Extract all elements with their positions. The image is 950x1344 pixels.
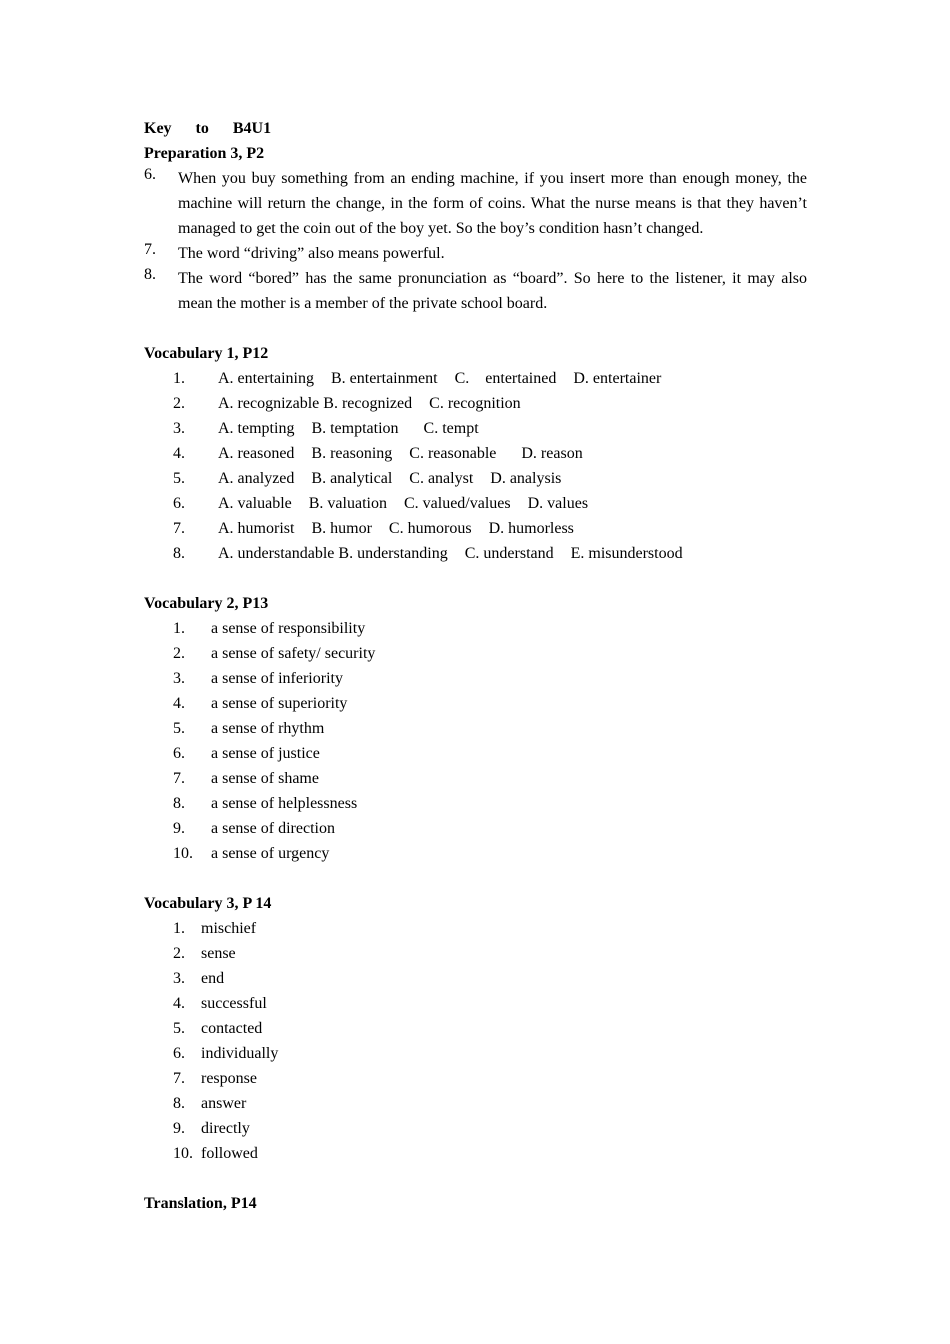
item-number: 3. [173, 970, 185, 987]
option: B. analytical [311, 470, 393, 487]
option: D. analysis [490, 470, 562, 487]
item-text: successful [201, 995, 267, 1012]
option: E. misunderstood [570, 545, 683, 562]
section-heading-preparation: Preparation 3, P2 [144, 145, 265, 162]
item-text: a sense of direction [211, 820, 335, 837]
list-item [144, 1066, 807, 1091]
option: A. entertaining [218, 370, 314, 387]
item-number: 1. [173, 620, 185, 637]
item-number: 7. [173, 1070, 185, 1087]
item-number: 9. [173, 1120, 185, 1137]
list-item [144, 691, 807, 716]
item-number: 3. [173, 670, 185, 687]
list-item [144, 941, 807, 966]
section-heading-vocabulary-1: Vocabulary 1, P12 [144, 345, 269, 362]
title-word: to [195, 120, 209, 137]
item-text: a sense of responsibility [211, 620, 366, 637]
item-text: When you buy something from an ending machine, if you insert more than enough money, the machine will return the change, in the form of coins. What the nurse means is that they haven’t managed to get the coin out of the boy yet. So the boy’s condition hasn’t changed. [178, 170, 807, 237]
option: A. understandable B. understanding [218, 545, 448, 562]
option: C. tempt [415, 420, 479, 437]
item-options [218, 516, 591, 541]
item-number: 5. [173, 470, 185, 487]
option: A. humorist [218, 520, 295, 537]
option: B. humor [311, 520, 372, 537]
item-number: 10. [173, 1145, 193, 1162]
item-text: contacted [201, 1020, 263, 1037]
list-item [144, 391, 807, 416]
list-item [144, 366, 807, 391]
item-text: end [201, 970, 225, 987]
list-item [144, 991, 807, 1016]
item-text: a sense of superiority [211, 695, 348, 712]
document-page [144, 116, 807, 1216]
item-number: 8. [173, 795, 185, 812]
section-heading-vocabulary-2: Vocabulary 2, P13 [144, 595, 269, 612]
list-item [144, 241, 807, 266]
item-number: 1. [173, 370, 185, 387]
list-item [144, 791, 807, 816]
list-item [144, 491, 807, 516]
list-item [144, 1116, 807, 1141]
item-text: individually [201, 1045, 279, 1062]
item-number: 3. [173, 420, 185, 437]
option: A. recognizable B. recognized [218, 395, 413, 412]
item-text: a sense of safety/ security [211, 645, 376, 662]
list-item [144, 666, 807, 691]
list-item [144, 966, 807, 991]
option: C. entertained [454, 370, 557, 387]
item-number: 6. [144, 166, 156, 183]
option: A. reasoned [218, 445, 295, 462]
vocabulary-2-list [144, 616, 807, 866]
item-text: response [201, 1070, 257, 1087]
item-options [218, 366, 678, 391]
item-number: 6. [173, 1045, 185, 1062]
list-item [144, 616, 807, 641]
section-heading-translation: Translation, P14 [144, 1195, 257, 1212]
item-text: a sense of inferiority [211, 670, 343, 687]
item-number: 2. [173, 645, 185, 662]
list-item [144, 1041, 807, 1066]
list-item [144, 1091, 807, 1116]
list-item [144, 1141, 807, 1166]
title-word: B4U1 [232, 120, 272, 137]
item-number: 8. [173, 545, 185, 562]
title-word: Key [144, 120, 172, 137]
option: A. tempting [218, 420, 295, 437]
list-item [144, 541, 807, 566]
item-number: 1. [173, 920, 185, 937]
item-number: 6. [173, 745, 185, 762]
item-number: 4. [173, 695, 185, 712]
item-text: directly [201, 1120, 250, 1137]
item-number: 7. [173, 770, 185, 787]
item-number: 7. [144, 241, 156, 258]
option: B. temptation [311, 420, 399, 437]
item-options [218, 416, 496, 441]
option: C. humorous [388, 520, 472, 537]
item-number: 8. [144, 266, 156, 283]
item-text: mischief [201, 920, 257, 937]
list-item [144, 441, 807, 466]
item-text: followed [201, 1145, 258, 1162]
item-number: 6. [173, 495, 185, 512]
item-options [218, 466, 578, 491]
item-number: 5. [173, 720, 185, 737]
option: C. recognition [429, 395, 521, 412]
list-item [144, 266, 807, 316]
list-item [144, 1016, 807, 1041]
item-text: answer [201, 1095, 247, 1112]
option: D. entertainer [573, 370, 662, 387]
list-item [144, 716, 807, 741]
section-heading-vocabulary-3: Vocabulary 3, P 14 [144, 895, 272, 912]
option: B. entertainment [330, 370, 438, 387]
option: A. analyzed [218, 470, 295, 487]
item-text: a sense of helplessness [211, 795, 358, 812]
item-text: a sense of urgency [211, 845, 330, 862]
item-text: The word “bored” has the same pronunciation as “board”. So here to the listener, it may also mean the mother is a member of the private school board. [178, 270, 807, 312]
option: D. humorless [488, 520, 574, 537]
option: C. valued/values [403, 495, 511, 512]
item-number: 10. [173, 845, 193, 862]
list-item [144, 641, 807, 666]
item-text: a sense of rhythm [211, 720, 325, 737]
option: C. reasonable [409, 445, 497, 462]
list-item [144, 741, 807, 766]
list-item [144, 516, 807, 541]
item-text: The word “driving” also means powerful. [178, 245, 445, 262]
document-title [144, 116, 807, 141]
option: B. reasoning [311, 445, 393, 462]
list-item [144, 466, 807, 491]
item-text: a sense of shame [211, 770, 319, 787]
item-options [218, 441, 600, 466]
list-item [144, 916, 807, 941]
item-number: 8. [173, 1095, 185, 1112]
option: C. analyst [409, 470, 474, 487]
option: D. reason [513, 445, 583, 462]
list-item [144, 841, 807, 866]
item-text: a sense of justice [211, 745, 320, 762]
list-item [144, 816, 807, 841]
item-options [218, 391, 538, 416]
list-item [144, 166, 807, 241]
item-number: 5. [173, 1020, 185, 1037]
vocabulary-1-list [144, 366, 807, 566]
option: C. understand [464, 545, 554, 562]
item-number: 7. [173, 520, 185, 537]
item-number: 2. [173, 395, 185, 412]
item-number: 2. [173, 945, 185, 962]
item-text: sense [201, 945, 236, 962]
option: A. valuable [218, 495, 292, 512]
option: B. valuation [308, 495, 387, 512]
item-number: 4. [173, 995, 185, 1012]
list-item [144, 416, 807, 441]
item-number: 4. [173, 445, 185, 462]
item-number: 9. [173, 820, 185, 837]
list-item [144, 766, 807, 791]
option: D. values [527, 495, 589, 512]
item-options [218, 491, 605, 516]
item-options [218, 541, 700, 566]
vocabulary-3-list [144, 916, 807, 1166]
